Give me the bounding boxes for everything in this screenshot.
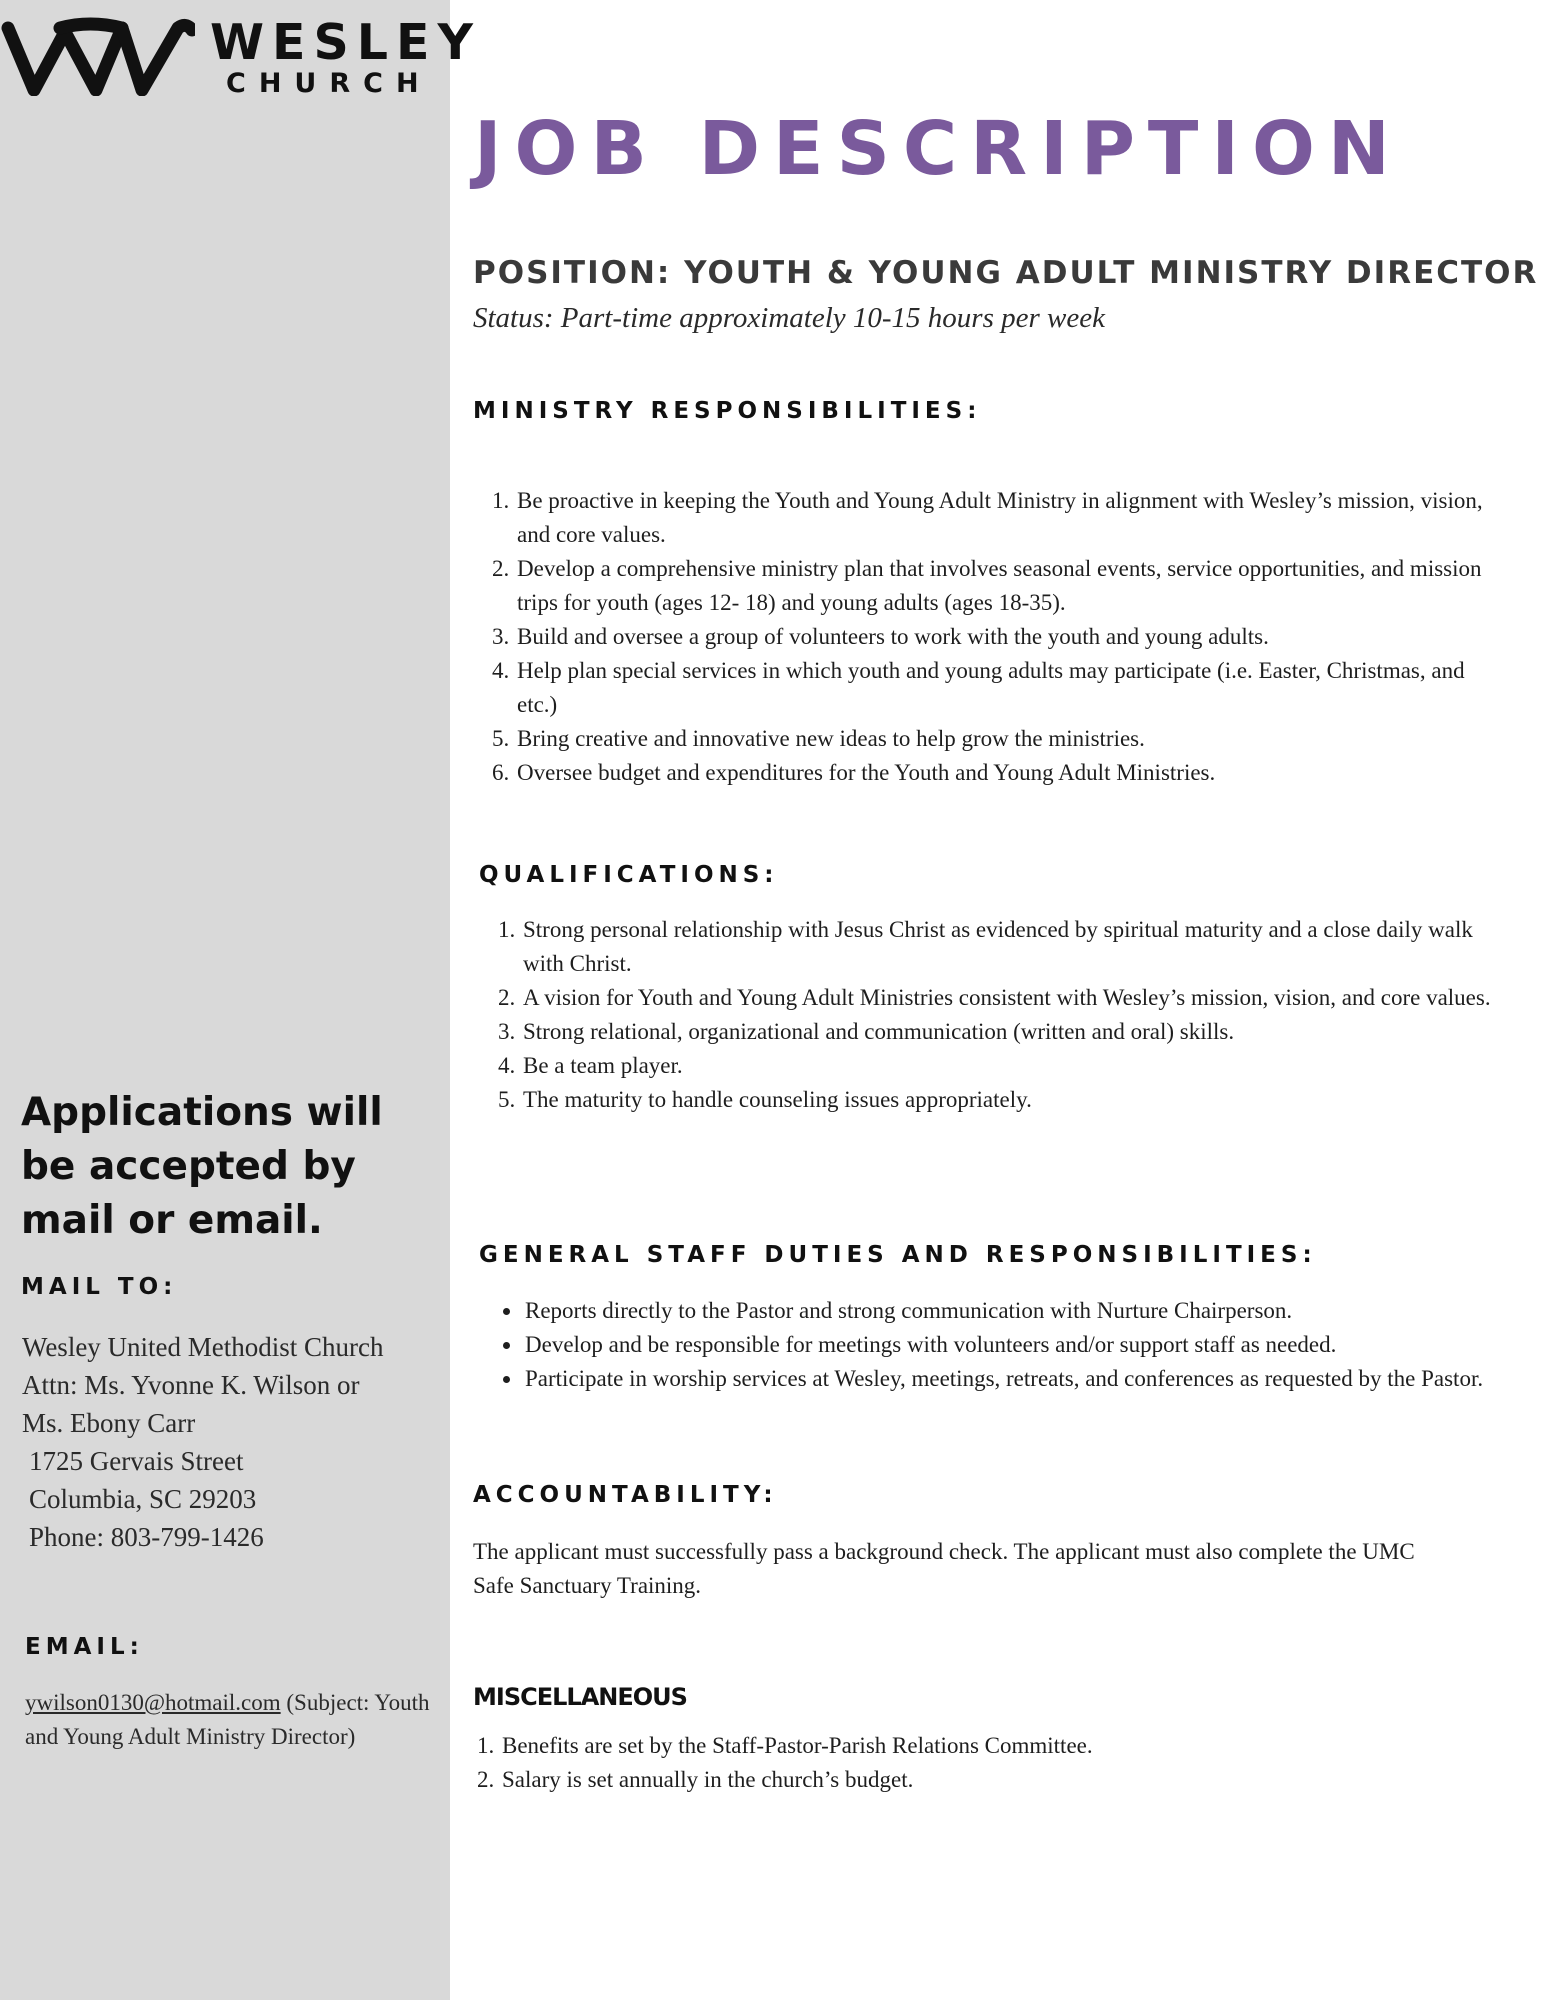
list-item: • Reports directly to the Pastor and strong communication with Nurture Chairperson. <box>523 1294 1508 1328</box>
address-line: Columbia, SC 29203 <box>29 1484 257 1514</box>
email-heading: EMAIL: <box>25 1634 144 1660</box>
logo-subtext: CHURCH <box>226 68 432 99</box>
mailing-address <box>22 1328 442 1556</box>
duties-list <box>473 1294 1508 1396</box>
list-item: 5. The maturity to handle counseling issues appropriately. <box>521 1083 1501 1117</box>
list-item: 1. Strong personal relationship with Jesus Christ as evidenced by spiritual maturity and a close daily walk with Christ. <box>521 913 1501 981</box>
address-line: Ms. Ebony Carr <box>22 1408 196 1438</box>
list-item: 3. Build and oversee a group of volunteers to work with the youth and young adults. <box>515 620 1505 654</box>
email-info <box>25 1686 435 1754</box>
list-item: • Develop and be responsible for meetings with volunteers and/or support staff as needed. <box>523 1328 1508 1362</box>
accountability-heading: ACCOUNTABILITY: <box>473 1482 778 1508</box>
position-title: POSITION: YOUTH & YOUNG ADULT MINISTRY DIRECTOR <box>473 255 1539 291</box>
miscellaneous-heading: MISCELLANEOUS <box>473 1683 687 1711</box>
miscellaneous-list <box>458 1729 1500 1797</box>
logo-wordmark: WESLEY <box>210 14 481 71</box>
list-item: 1. Benefits are set by the Staff-Pastor-Parish Relations Committee. <box>500 1729 1500 1763</box>
position-status: Status: Part-time approximately 10-15 hours per week <box>473 302 1105 334</box>
responsibilities-list <box>473 484 1505 790</box>
list-item: 2. Salary is set annually in the church’s budget. <box>500 1763 1500 1797</box>
list-item: • Participate in worship services at Wesley, meetings, retreats, and conferences as requested by the Pastor. <box>523 1362 1508 1396</box>
duties-heading: GENERAL STAFF DUTIES AND RESPONSIBILITIES: <box>479 1242 1317 1268</box>
list-item: 2. A vision for Youth and Young Adult Ministries consistent with Wesley’s mission, vision, and core values. <box>521 981 1501 1015</box>
list-item: 6. Oversee budget and expenditures for the Youth and Young Adult Ministries. <box>515 756 1505 790</box>
email-subject-note: (Subject: Youth and Young Adult Ministry Director) <box>25 1690 430 1749</box>
responsibilities-heading: MINISTRY RESPONSIBILITIES: <box>473 398 982 424</box>
qualifications-heading: QUALIFICATIONS: <box>479 862 779 888</box>
qualifications-list <box>479 913 1501 1117</box>
list-item: 3. Strong relational, organizational and communication (written and oral) skills. <box>521 1015 1501 1049</box>
list-item: 5. Bring creative and innovative new ideas to help grow the ministries. <box>515 722 1505 756</box>
accountability-text: The applicant must successfully pass a background check. The applicant must also complete the UMC Safe Sanctuary Training. <box>473 1539 1415 1598</box>
phone-line: Phone: 803-799-1426 <box>29 1522 264 1552</box>
address-line: Wesley United Methodist Church <box>22 1332 384 1362</box>
page-title: JOB DESCRIPTION <box>474 106 1403 192</box>
applications-notice: Applications will be accepted by mail or email. <box>21 1090 383 1243</box>
address-line: 1725 Gervais Street <box>29 1446 244 1476</box>
church-logo <box>0 10 481 100</box>
list-item: 1. Be proactive in keeping the Youth and Young Adult Ministry in alignment with Wesley’s mission, vision, and core values. <box>515 484 1505 552</box>
list-item: 4. Help plan special services in which youth and young adults may participate (i.e. Easter, Christmas, and etc.) <box>515 654 1505 722</box>
sidebar <box>0 0 481 2000</box>
mail-to-heading: MAIL TO: <box>21 1274 178 1300</box>
wesley-logo-mark-icon <box>0 16 195 96</box>
list-item: 4. Be a team player. <box>521 1049 1501 1083</box>
address-line: Attn: Ms. Yvonne K. Wilson or <box>22 1370 360 1400</box>
list-item: 2. Develop a comprehensive ministry plan that involves seasonal events, service opportunities, and mission trips for youth (ages 12- 18) and young adults (ages 18-35). <box>515 552 1505 620</box>
email-link[interactable]: ywilson0130@hotmail.com <box>25 1690 281 1715</box>
